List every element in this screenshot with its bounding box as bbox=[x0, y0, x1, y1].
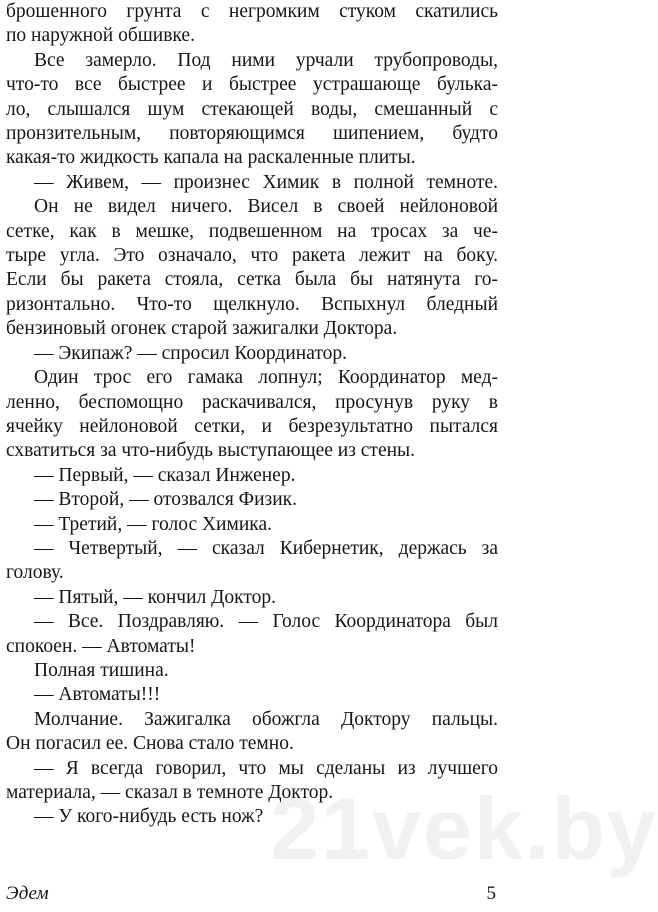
text-line: — Третий, — голос Химика. bbox=[34, 513, 272, 535]
text-line: ленно, беспомощно раскачивался, просунув руку в bbox=[6, 391, 498, 413]
text-line: что-то все быстрее и быстрее устрашающе булька- bbox=[6, 74, 498, 96]
text-line: Если бы ракета стояла, сетка была бы натянута го- bbox=[6, 269, 498, 291]
text-line: какая-то жидкость капала на раскаленные плиты. bbox=[6, 147, 416, 169]
text-line: пронзительным, повторяющимся шипением, будто bbox=[6, 123, 498, 145]
watermark: 21vek.by bbox=[270, 779, 658, 878]
text-line: по наружной обшивке. bbox=[6, 25, 195, 47]
text-line: — Живем, — произнес Химик в полной темноте. bbox=[34, 171, 498, 193]
text-line: Он не видел ничего. Висел в своей нейлоновой bbox=[34, 196, 498, 218]
text-line: материала, — сказал в темноте Доктор. bbox=[6, 782, 334, 803]
text-line: — Все. Поздравляю. — Голос Координатора был bbox=[34, 611, 498, 633]
text-line: — Пятый, — кончил Доктор. bbox=[34, 586, 277, 608]
running-title: Эдем bbox=[6, 883, 49, 904]
text-line: — Второй, — отозвался Физик. bbox=[34, 489, 298, 511]
text-line: Он погасил ее. Снова стало темно. bbox=[6, 733, 294, 755]
text-line: сетке, как в мешке, подвешенном на тросах за че- bbox=[6, 220, 498, 242]
text-line: ризонтально. Что-то щелкнуло. Вспыхнул бледный bbox=[6, 293, 498, 315]
page-number: 5 bbox=[486, 883, 496, 904]
text-line: Все замерло. Под ними урчали трубопроводы, bbox=[34, 49, 498, 71]
text-line: ячейку нейлоновой сетки, и безрезультатно пытался bbox=[6, 415, 498, 437]
text-line: тыре угла. Это означало, что ракета лежит на боку. bbox=[6, 245, 498, 267]
text-line: голову. bbox=[6, 562, 64, 584]
text-line: Полная тишина. bbox=[34, 659, 169, 681]
text-line: — Я всегда говорил, что мы сделаны из лучшего bbox=[34, 757, 498, 779]
text-line: бензиновый огонек старой зажигалки Доктора. bbox=[6, 318, 398, 340]
text-line: спокоен. — Автоматы! bbox=[6, 635, 196, 657]
text-line: — Четвертый, — сказал Кибернетик, держась за bbox=[34, 537, 498, 559]
text-line: — Автоматы!!! bbox=[34, 684, 161, 706]
text-line: — У кого-нибудь есть нож? bbox=[34, 806, 264, 828]
text-line: схватиться за что-нибудь выступающее из стены. bbox=[6, 440, 416, 462]
text-line: — Экипаж? — спросил Координатор. bbox=[34, 342, 348, 364]
text-line: Один трос его гамака лопнул; Координатор мед- bbox=[34, 367, 498, 389]
text-line: ло, слышался шум стекающей воды, смешанный с bbox=[6, 98, 498, 120]
text-line: брошенного грунта с негромким стуком скатились bbox=[6, 1, 498, 22]
text-line: — Первый, — сказал Инженер. bbox=[34, 464, 296, 486]
body-text bbox=[6, 0, 498, 830]
text-line: Молчание. Зажигалка обожгла Доктору пальцы. bbox=[34, 708, 498, 730]
